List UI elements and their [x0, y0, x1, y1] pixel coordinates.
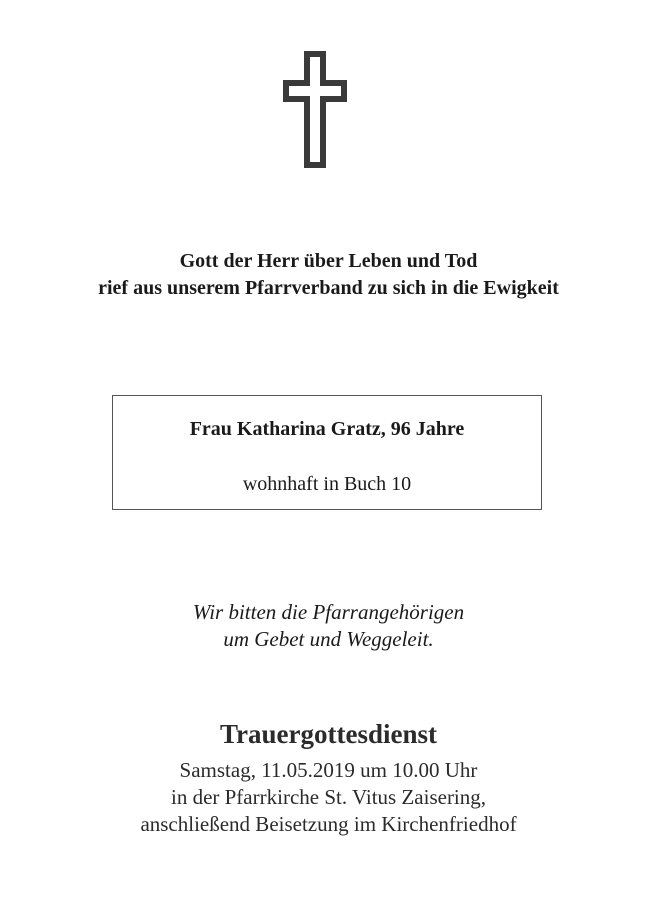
- request-line-2: um Gebet und Weggeleit.: [223, 627, 434, 651]
- intro-line-1: Gott der Herr über Leben und Tod: [179, 250, 478, 272]
- deceased-box: [112, 395, 542, 510]
- service-burial: anschließend Beisetzung im Kirchenfriedhof: [140, 812, 517, 836]
- cross-icon: [283, 51, 347, 168]
- service-title: Trauergottesdienst: [220, 719, 437, 749]
- request-line-1: Wir bitten die Pfarrangehörigen: [192, 600, 465, 624]
- service-date-time: Samstag, 11.05.2019 um 10.00 Uhr: [179, 758, 478, 782]
- intro-line-2: rief aus unserem Pfarrverband zu sich in die Ewigkeit: [98, 277, 559, 299]
- deceased-name: Frau Katharina Gratz, 96 Jahre: [189, 418, 465, 440]
- service-location: in der Pfarrkirche St. Vitus Zaisering,: [170, 785, 487, 809]
- deceased-residence: wohnhaft in Buch 10: [242, 473, 412, 495]
